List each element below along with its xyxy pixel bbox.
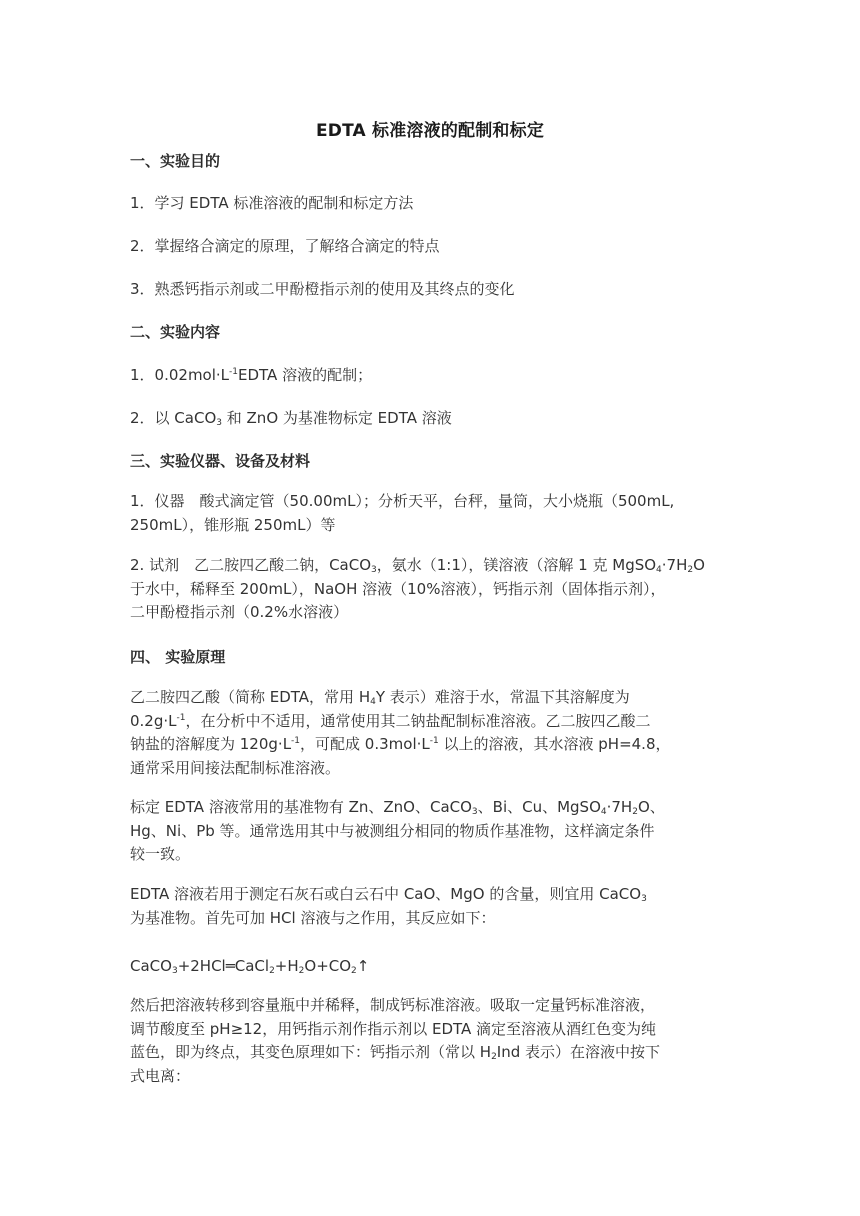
principle-paragraph-2: 标定 EDTA 溶液常用的基准物有 Zn、ZnO、CaCO$_3$、Bi、Cu、$MgSO_4\cdot 7H_2O$、 Hg、Ni、Pb 等。通常选用其中与被测组分相同的物质作基准物，这样滴定条件 较一致。 xyxy=(130,798,665,863)
principle-paragraph-1: 乙二胺四乙酸（简称 EDTA，常用 $H_4Y$ 表示）难溶于水，常温下其溶解度为 $0.2g\cdot L^{-1}$，在分析中不适用，通常使用其二钠盐配制标准溶液。乙二胺四乙酸二 钠盐的溶解度为 $120g\cdot L^{-1}$，可配成 $0.3mol\cdot L^{-1}$ 以上的溶液，其水溶液 pH=4.8， 通常采用间接法配制标准溶液。 xyxy=(130,688,671,777)
principle-paragraph-3: EDTA 溶液若用于测定石灰石或白云石中 CaO、MgO 的含量，则宜用 CaCO$_3$ 为基准物。首先可加 HCl 溶液与之作用，其反应如下： xyxy=(130,885,647,927)
objective-item-3: 3．熟悉钙指示剂或二甲酚橙指示剂的使用及其终点的变化 xyxy=(130,280,515,298)
document-title: EDTA 标准溶液的配制和标定 xyxy=(315,121,545,141)
objective-item-1: 1．学习 EDTA 标准溶液的配制和标定方法 xyxy=(130,194,414,212)
section-heading-apparatus: 三、实验仪器、设备及材料 xyxy=(130,452,311,470)
section-heading-objectives: 一、实验目的 xyxy=(130,152,221,170)
reagents-paragraph: 2. 试剂 乙二胺四乙酸二钠，CaCO$_3$，氨水（1:1），镁溶液（溶解 1 克 $MgSO_4\cdot 7H_2O$ 于水中，稀释至 200mL），NaOH 溶液（10%溶液），钙指示剂（固体指示剂）， 二甲酚橙指示剂（0.2%水溶液） xyxy=(130,556,705,621)
reaction-equation: $CaCO_3+2HCl═CaCl_2+H_2O+CO_2↑$ xyxy=(130,957,370,976)
content-item-2: 2．以 CaCO$_3$ 和 ZnO 为基准物标定 EDTA 溶液 xyxy=(130,409,452,428)
apparatus-paragraph: 1．仪器 酸式滴定管（50.00mL）；分析天平，台秤，量筒，大小烧瓶（500mL, 250mL），锥形瓶 250mL）等 xyxy=(130,492,675,534)
principle-paragraph-4: 然后把溶液转移到容量瓶中并稀释，制成钙标准溶液。吸取一定量钙标准溶液， 调节酸度至 pH≥12，用钙指示剂作指示剂以 EDTA 滴定至溶液从酒红色变为纯 蓝色，即为终点，其变色原理如下：钙指示剂（常以 $H_2Ind$ 表示）在溶液中按下 式电离： xyxy=(130,996,661,1085)
content-item-1: 1．$0.02mol\cdot L^{-1}EDTA$ 溶液的配制； xyxy=(130,366,373,384)
section-heading-content: 二、实验内容 xyxy=(130,323,221,341)
section-heading-principle: 四、 实验原理 xyxy=(130,648,226,666)
objective-item-2: 2．掌握络合滴定的原理，了解络合滴定的特点 xyxy=(130,237,440,255)
